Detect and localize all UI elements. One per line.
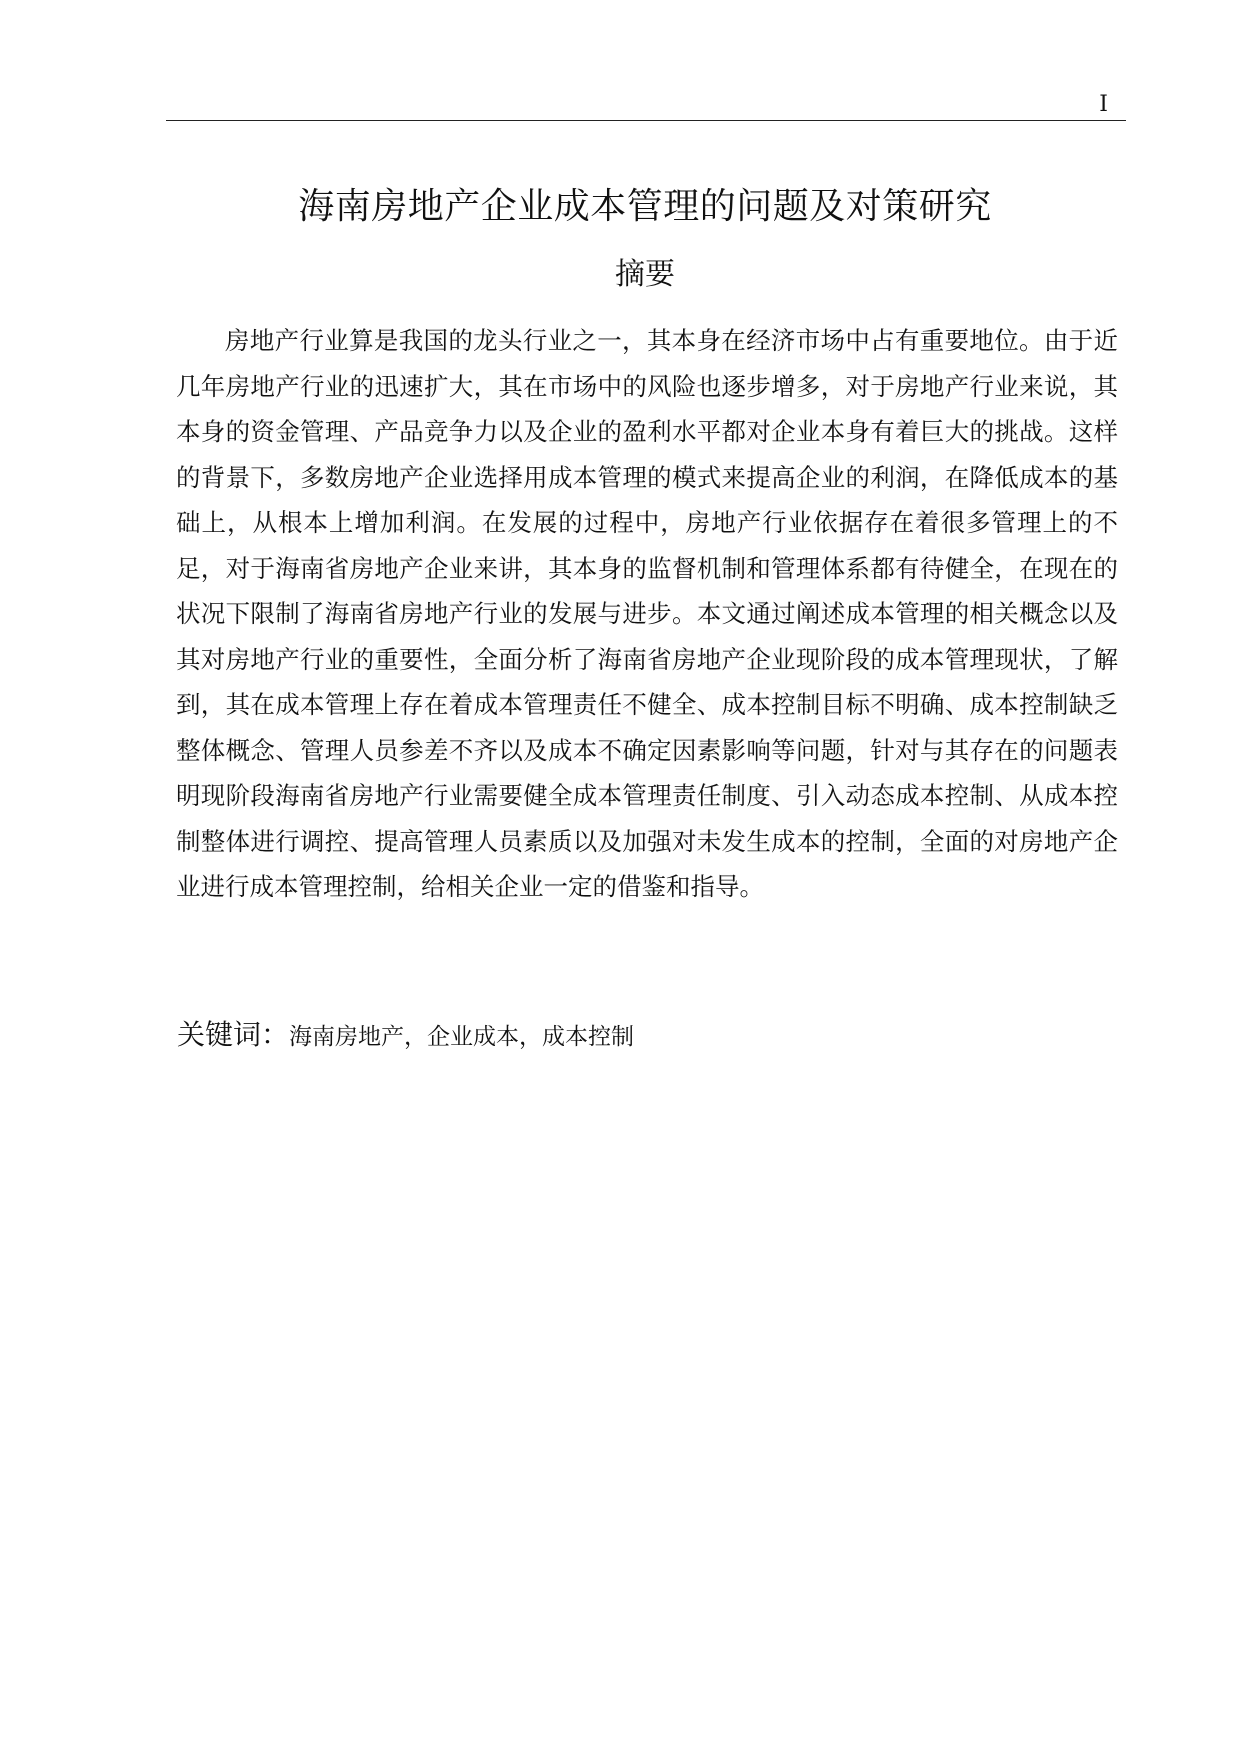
document-title: 海南房地产企业成本管理的问题及对策研究 <box>298 186 992 227</box>
abstract-heading: 摘要 <box>615 257 675 292</box>
keywords-value: 海南房地产，企业成本，成本控制 <box>289 1024 635 1050</box>
abstract-body: 房地产行业算是我国的龙头行业之一，其本身在经济市场中占有重要地位。由于近几年房地产行业的迅速扩大，其在市场中的风险也逐步增多，对于房地产行业来说，其本身的资金管理、产品竞争力以及企业的盈利水平都对企业本身有着巨大的挑战。这样的背景下，多数房地产企业选择用成本管理的模式来提高企业的利润，在降低成本的基础上，从根本上增加利润。在发展的过程中，房地产行业依据存在着很多管理上的不足，对于海南省房地产企业来讲，其本身的监督机制和管理体系都有待健全，在现在的状况下限制了海南省房地产行业的发展与进步。本文通过阐述成本管理的相关概念以及其对房地产行业的重要性，全面分析了海南省房地产企业现阶段的成本管理现状，了解到，其在成本管理上存在着成本管理责任不健全、成本控制目标不明确、成本控制缺乏整体概念、管理人员参差不齐以及成本不确定因素影响等问题，针对与其存在的问题表明现阶段海南省房地产行业需要健全成本管理责任制度、引入动态成本控制、从成本控制整体进行调控、提高管理人员素质以及加强对未发生成本的控制，全面的对房地产企业进行成本管理控制，给相关企业一定的借鉴和指导。 <box>176 326 1118 901</box>
page-number: I <box>1099 92 1108 117</box>
keywords-line <box>177 1013 634 1053</box>
header-divider <box>166 120 1126 121</box>
keywords-label: 关键词： <box>177 1018 290 1051</box>
